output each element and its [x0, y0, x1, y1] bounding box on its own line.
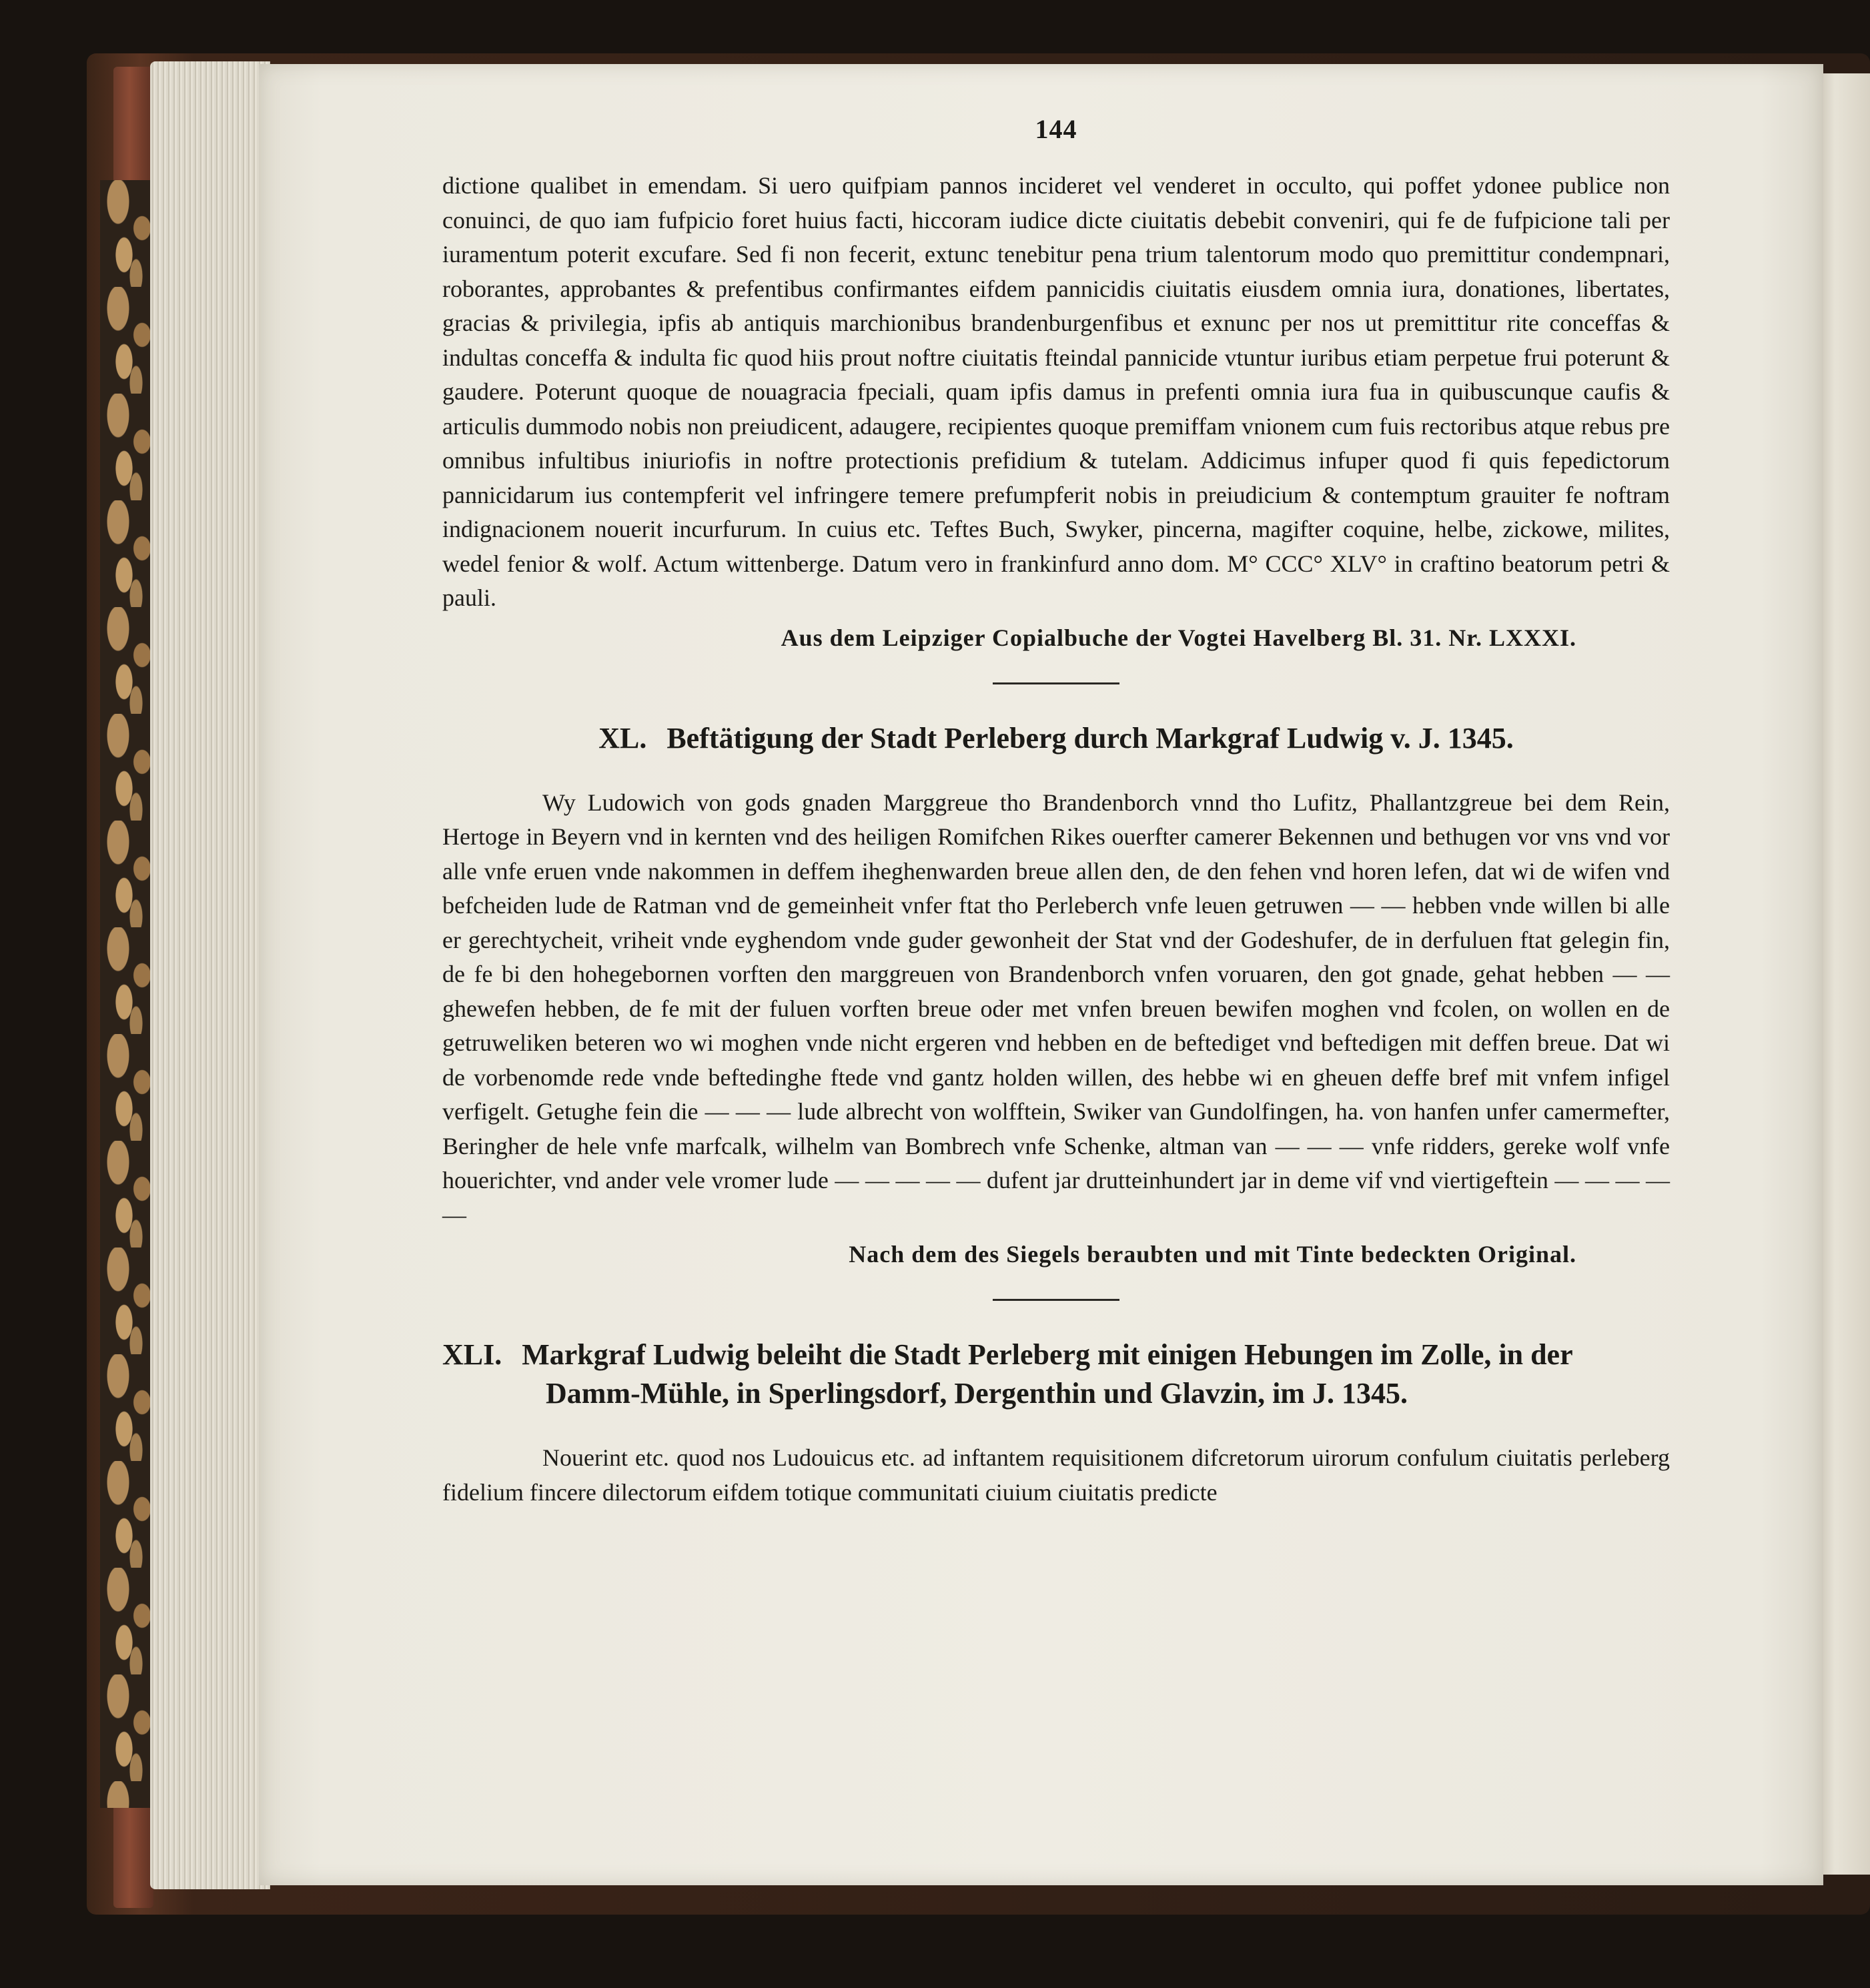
section-xl-number: XL.: [598, 721, 647, 755]
section-xli-number: XLI.: [442, 1338, 502, 1371]
page-block-edges: [150, 61, 270, 1889]
section-separator: [993, 1299, 1119, 1301]
section-separator: [993, 682, 1119, 684]
section-xli-heading: [442, 1336, 1670, 1413]
section-xli-title-line1: Markgraf Ludwig beleiht die Stadt Perleberg mit einigen Hebungen im Zolle, in der: [522, 1338, 1573, 1371]
page-content: [442, 113, 1670, 1510]
page-number: 144: [1035, 114, 1077, 144]
top-source-note: Aus dem Leipziger Copialbuche der Vogtei Havelberg Bl. 31. Nr. LXXXI.: [781, 624, 1576, 651]
section-xl-text: Wy Ludowich von gods gnaden Marggreue tho Brandenborch vnnd tho Lufitz, Phallantzgreue bei dem Rein, Hertoge in Beyern vnd in kernten vnd des heiligen Romifchen Rikes ouerfter camerer Bekennen und bethugen vor vns vnd vor alle vnfe eruen vnde nakommen in deffem iheghenwarden breue allen den, de den fehen vnd horen lefen, dat wi de wifen vnd befcheiden lude de Ratman vnd de gemeinheit vnfer ftat tho Perleberch vnfe leuen getruwen — — hebben vnde willen bi alle er gerechtycheit, vriheit vnde eyghendom vnde guder gewonheit der Stat vnd der Godeshufer, de in derfuluen ftat gelegin fin, de fe bi den hohegebornen vorften den marggreuen von Brandenborch vnfen voruaren, den got gnade, gehat hebben — — ghewefen hebben, de fe mit der fuluen vorften breue oder met vnfen breuen bewifen moghen vnd fcolen, on wollen en de getruweliken beteren wo wi moghen vnde nicht ergeren vnd hebben en de beftediget vnd beftedigen mit deffen breue. Dat wi de vorbenomde rede vnde beftedinghe ftede vnd gantz holden willen, des hebbe wi en gheuen deffe bref mit vnfem infigel verfigelt. Getughe fein die — — — lude albrecht von wolfftein, Swiker van Gundolfingen, ha. von hanfen unfer camermefter, Beringher de hele vnfe marfcalk, wilhelm van Bombrech vnfe Schenke, altman van — — — vnfe ridders, gereke wolf vnfe houerichter, vnd ander vele vromer lude — — — — — dufent jar drutteinhundert jar in deme vif vnd viertigeftein — — — — —: [442, 789, 1670, 1228]
section-xl-title: Beftätigung der Stadt Perleberg durch Markgraf Ludwig v. J. 1345.: [666, 721, 1514, 755]
section-xl-source-note: Nach dem des Siegels beraubten und mit Tinte bedeckten Original.: [849, 1241, 1576, 1268]
section-xli-text: Nouerint etc. quod nos Ludouicus etc. ad inftantem requisitionem difcretorum uirorum confulum ciuitatis perleberg fidelium fincere dilectorum eifdem totique communitati ciuium ciuitatis predicte: [442, 1444, 1670, 1506]
top-paragraph: dictione qualibet in emendam. Si uero quifpiam pannos incideret vel venderet in occulto, qui poffet ydonee publice non conuinci, de quo iam fufpicio foret huius facti, hiccoram iudice dicte ciuitatis debebit conveniri, qui fe de fufpicione tali per iuramentum poterit excufare. Sed fi non fecerit, extunc tenebitur pena trium talentorum modo quo premittitur condempnari, roborantes, approbantes & prefentibus confirmantes eifdem pannicidis ciuitatis eiusdem omnia iura, donationes, libertates, gracias & privilegia, ipfis ab antiquis marchionibus brandenburgenfibus et exnunc per nos ut premittitur rite conceffas & indultas conceffa & indulta fic quod hiis prout noftre ciuitatis fteindal pannicide vtuntur iuribus etiam perpetue frui poterunt & gaudere. Poterunt quoque de nouagracia fpeciali, quam ipfis damus in prefenti omnia iura fua in quibuscunque caufis & articulis dummodo nobis non preiudicent, adaugere, recipientes quoque premiffam vnionem cum fuis rectoribus atque rebus pre omnibus infultibus iniuriofis in noftre protectionis prefidium & tutelam. Addicimus infuper quod fi quis fepedictorum pannicidarum ius contempferit vel infringere temere prefumpferit nobis in preiudicium & contemptum grauiter fe noftram indignacionem nouerit incurfurum. In cuius etc. Teftes Buch, Swyker, pincerna, magifter coquine, helbe, zickowe, milites, wedel fenior & wolf. Actum wittenberge. Datum vero in frankinfurd anno dom. M° CCC° XLV° in craftino beatorum petri & pauli.: [442, 172, 1670, 611]
facing-page-edge: [1820, 73, 1870, 1875]
section-xl-heading: [442, 719, 1670, 758]
section-xli-title-line2: Damm-Mühle, in Sperlingsdorf, Dergenthin und Glavzin, im J. 1345.: [546, 1377, 1408, 1410]
